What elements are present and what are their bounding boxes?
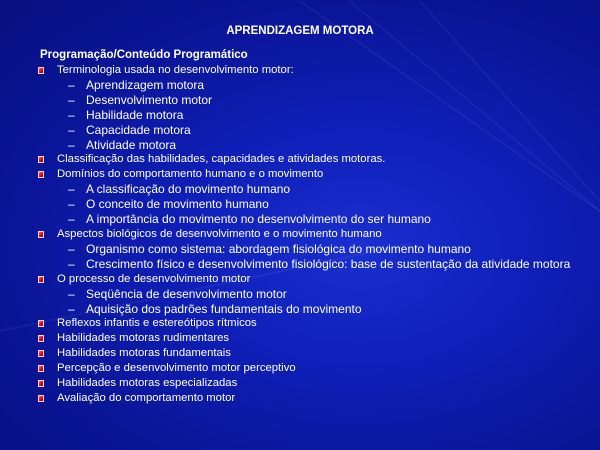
sub-list-item bbox=[38, 257, 578, 272]
list-item-text: Avaliação do comportamento motor bbox=[57, 391, 236, 404]
list-item-text: Classificação das habilidades, capacidades e atividades motoras. bbox=[57, 153, 386, 166]
square-bullet-icon bbox=[38, 395, 44, 402]
list-item bbox=[38, 152, 578, 167]
list-item-text: Capacidade motora bbox=[86, 122, 191, 137]
list-item-text: O conceito de movimento humano bbox=[86, 197, 269, 212]
square-bullet-icon bbox=[38, 350, 44, 357]
dash-bullet: – bbox=[68, 197, 75, 212]
list-item bbox=[38, 376, 578, 391]
slide-title: APRENDIZAGEM MOTORA bbox=[226, 25, 374, 37]
sub-list-item bbox=[38, 93, 578, 108]
list-item-text: A classificação do movimento humano bbox=[86, 182, 291, 197]
square-bullet-icon bbox=[38, 320, 44, 327]
list-item-text: A importância do movimento no desenvolvimento do ser humano bbox=[86, 212, 431, 227]
square-bullet-icon bbox=[38, 276, 44, 283]
content-list bbox=[38, 63, 578, 406]
list-item-text: Percepção e desenvolvimento motor perceptivo bbox=[57, 362, 296, 375]
square-bullet-icon bbox=[38, 171, 44, 178]
sub-list-item bbox=[38, 197, 578, 212]
list-item-text: Reflexos infantis e estereótipos rítmicos bbox=[57, 317, 257, 330]
list-item bbox=[38, 167, 578, 182]
dash-bullet: – bbox=[68, 241, 75, 256]
list-item bbox=[38, 346, 578, 361]
sub-list-item bbox=[38, 302, 578, 317]
dash-bullet: – bbox=[68, 122, 75, 137]
dash-bullet: – bbox=[68, 92, 75, 107]
list-item-text: Habilidades motoras fundamentais bbox=[57, 347, 231, 360]
list-item bbox=[38, 391, 578, 406]
list-item-text: Seqüência de desenvolvimento motor bbox=[86, 286, 287, 301]
sub-list-item bbox=[38, 138, 578, 153]
sub-list-item bbox=[38, 287, 578, 302]
list-item-text: Aprendizagem motora bbox=[86, 77, 205, 92]
dash-bullet: – bbox=[68, 212, 75, 227]
sub-list-item bbox=[38, 182, 578, 197]
dash-bullet: – bbox=[68, 107, 75, 122]
list-item bbox=[38, 272, 578, 287]
dash-bullet: – bbox=[68, 182, 75, 197]
dash-bullet: – bbox=[68, 256, 75, 271]
dash-bullet: – bbox=[68, 77, 75, 92]
square-bullet-icon bbox=[38, 231, 44, 238]
sub-list-item bbox=[38, 78, 578, 93]
list-item bbox=[38, 331, 578, 346]
list-item bbox=[38, 316, 578, 331]
list-item-text: Aspectos biológicos de desenvolvimento e o movimento humano bbox=[57, 227, 382, 240]
list-item-text: Atividade motora bbox=[86, 137, 177, 152]
list-item-text: Domínios do comportamento humano e o movimento bbox=[57, 168, 324, 181]
list-item bbox=[38, 227, 578, 242]
list-item-text: Habilidades motoras rudimentares bbox=[57, 332, 230, 345]
list-item-text: Habilidade motora bbox=[86, 107, 184, 122]
dash-bullet: – bbox=[68, 286, 75, 301]
list-item bbox=[38, 361, 578, 376]
list-item-text: Terminologia usada no desenvolvimento motor: bbox=[57, 64, 294, 76]
square-bullet-icon bbox=[38, 365, 44, 372]
sub-list-item bbox=[38, 123, 578, 138]
square-bullet-icon bbox=[38, 335, 44, 342]
list-item-text: Desenvolvimento motor bbox=[86, 92, 213, 107]
dash-bullet: – bbox=[68, 137, 75, 152]
square-bullet-icon bbox=[38, 156, 44, 163]
square-bullet-icon bbox=[38, 380, 44, 387]
list-item-text: O processo de desenvolvimento motor bbox=[57, 272, 251, 285]
list-item-text: Organismo como sistema: abordagem fisiológica do movimento humano bbox=[86, 241, 471, 256]
list-item bbox=[38, 63, 578, 78]
sub-list-item bbox=[38, 212, 578, 227]
sub-list-item bbox=[38, 242, 578, 257]
list-item-text: Crescimento físico e desenvolvimento fisiológico: base de sustentação da atividade motora bbox=[86, 256, 571, 271]
dash-bullet: – bbox=[68, 301, 75, 316]
slide-subtitle: Programação/Conteúdo Programático bbox=[40, 49, 248, 61]
sub-list-item bbox=[38, 108, 578, 123]
list-item-text: Aquisição dos padrões fundamentais do movimento bbox=[86, 301, 362, 316]
square-bullet-icon bbox=[38, 67, 44, 74]
list-item-text: Habilidades motoras especializadas bbox=[57, 377, 238, 390]
